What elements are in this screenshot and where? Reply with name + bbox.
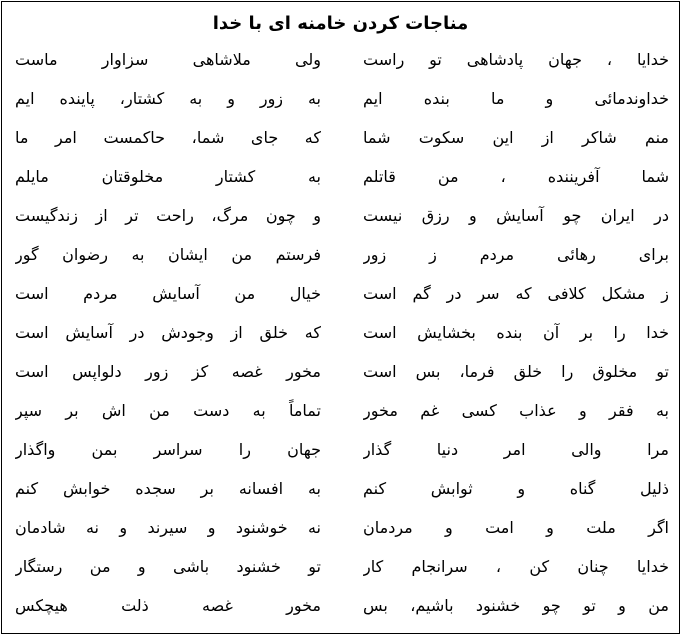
verse-row — [2, 202, 679, 230]
second-hemistich: جهان را سراسر بمن واگذار — [15, 440, 321, 459]
second-hemistich: تماماً به دست من اش بر سپر — [15, 401, 321, 420]
second-hemistich: مخور غصه ذلت هیچکس — [15, 596, 321, 615]
poem-title: مناجات کردن خامنه ای با خدا — [212, 13, 469, 34]
second-hemistich: که خلق از وجودش در آسایش است — [15, 323, 321, 342]
first-hemistich: ز مشکل کلافی که سر در گم است — [363, 284, 669, 303]
second-hemistich: به زور و به کشتار، پاینده ایم — [15, 89, 321, 108]
second-hemistich: خیال من آسایش مردم است — [15, 284, 321, 303]
verse-row — [2, 163, 679, 191]
verse-row — [2, 358, 679, 386]
second-hemistich: ولی ملاشاهی سزاوار ماست — [15, 50, 321, 69]
verse-row — [2, 436, 679, 464]
first-hemistich: منم شاکر از این سکوت شما — [363, 128, 669, 147]
second-hemistich: نه خوشنود و سیرند و نه شادمان — [15, 518, 321, 537]
second-hemistich: به کشتار مخلوقتان مایلم — [15, 167, 321, 186]
second-hemistich: مخور غصه کز زور دلواپس است — [15, 362, 321, 381]
second-hemistich: که جای شما، حاکمست امر ما — [15, 128, 321, 147]
first-hemistich: ذلیل گناه و ثوابش کنم — [363, 479, 669, 498]
first-hemistich: خدا را بر آن بنده بخشایش است — [363, 323, 669, 342]
verse-row — [2, 46, 679, 74]
verse-row — [2, 553, 679, 581]
first-hemistich: به فقر و عذاب کسی غم مخور — [363, 401, 669, 420]
second-hemistich: فرستم من ایشان به رضوان گور — [15, 245, 321, 264]
verse-list — [2, 46, 679, 633]
second-hemistich: و چون مرگ، راحت تر از زندگیست — [15, 206, 321, 225]
first-hemistich: مرا والی امر دنیا گذار — [363, 440, 669, 459]
verse-row — [2, 592, 679, 620]
first-hemistich: خداوندمائی و ما بنده ایم — [363, 89, 669, 108]
verse-row — [2, 397, 679, 425]
verse-row — [2, 514, 679, 542]
first-hemistich: خدایا ، جهان پادشاهی تو راست — [363, 50, 669, 69]
verse-row — [2, 124, 679, 152]
first-hemistich: تو مخلوق را خلق فرما، بس است — [363, 362, 669, 381]
verse-row — [2, 241, 679, 269]
first-hemistich: اگر ملت و امت و مردمان — [363, 518, 669, 537]
verse-row — [2, 85, 679, 113]
verse-row — [2, 319, 679, 347]
second-hemistich: تو خشنود باشی و من رستگار — [15, 557, 321, 576]
first-hemistich: در ایران چو آسایش و رزق نیست — [363, 206, 669, 225]
second-hemistich: به افسانه بر سجده خوابش کنم — [15, 479, 321, 498]
verse-row — [2, 475, 679, 503]
first-hemistich: من و تو چو خشنود باشیم، بس — [363, 596, 669, 615]
first-hemistich: شما آفریننده ، من قاتلم — [363, 167, 669, 186]
verse-row — [2, 280, 679, 308]
first-hemistich: خدایا چنان کن ، سرانجام کار — [363, 557, 669, 576]
poem-frame — [1, 1, 680, 634]
first-hemistich: برای رهائی مردم ز زور — [363, 245, 669, 264]
